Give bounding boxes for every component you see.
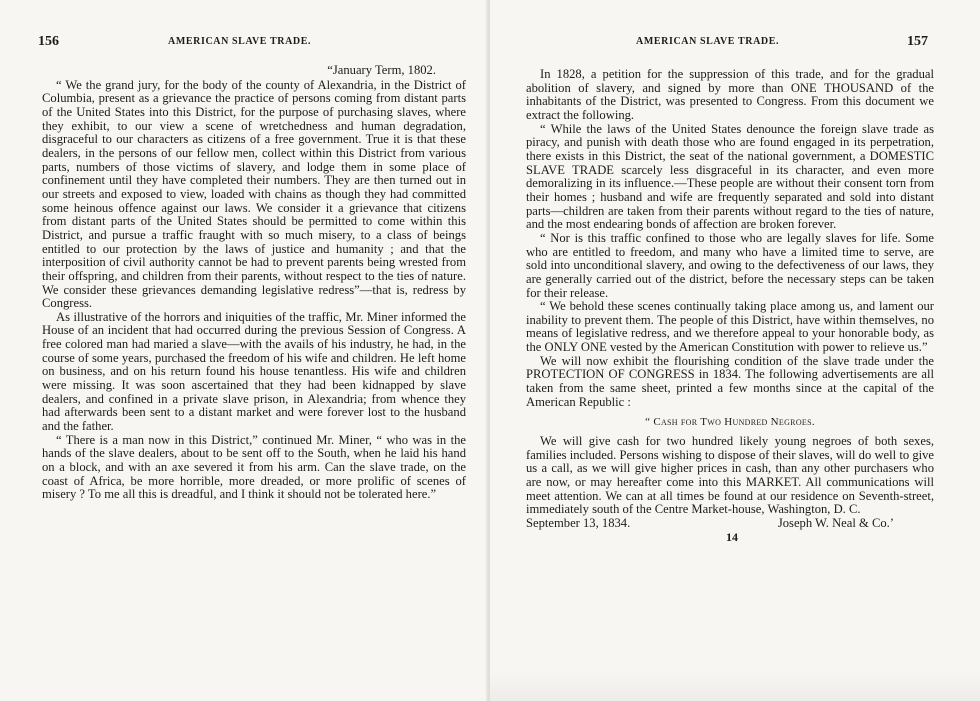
ad-signoff [526, 517, 934, 547]
dateline: “January Term, 1802. [327, 63, 436, 77]
left-text-column [42, 64, 466, 502]
ad-heading: “ Cash for Two Hundred Negroes. [645, 416, 815, 429]
left-page-number: 156 [38, 34, 59, 49]
right-page-header [490, 36, 980, 54]
ad-signature: Joseph W. Neal & Co.’ [777, 516, 894, 530]
miner-incident-paragraph: As illustrative of the horrors and iniquities of the traffic, Mr. Miner informed the House of an incident that had occurred during the previous Session of Congress. A free colored man had maried a slave—with the avails of his industry, he had, in the course of some years, purchased the freedom of his wife and children. He left home on business, and on his return found his house tenantless. His wife and children were missing. It was soon ascertained that they had been kidnapped by slave dealers, and confined in a private slave prison, in Alexandria; from whence they had afterwards been sent to a distant market and were forever lost to the husband and the father. [42, 309, 466, 434]
left-running-head: AMERICAN SLAVE TRADE. [168, 36, 312, 47]
petition-quote-1: “ While the laws of the United States denounce the foreign slave trade as piracy, and punish with death those who are found engaged in its perpetration, there exists in this District, the seat of the national government, a DOMESTIC SLAVE TRADE scarcely less disgraceful in its character, and even more demoralizing in its influence.—These people are without their consent torn from their homes ; husband and wife are frequently separated and sold into distant parts—children are taken from their parents without regard to the ties of nature, and the most endearing bonds of affection are broken forever. [526, 121, 934, 232]
left-page-header [0, 36, 490, 54]
right-text-column [526, 68, 934, 547]
ad-date: September 13, 1834. [526, 516, 631, 530]
ad-body: We will give cash for two hundred likely young negroes of both sexes, families included. Persons wishing to dispose of their slaves, will do well to give us a call, as we will give higher prices in cash, than any other purchasers who are now, or may hereafter come into this MARKET. All communications will meet attention. We can at all times be found at our residence on Seventh-street, immediately south of the Centre Market-house, Washington, D. C. [526, 434, 934, 517]
right-page-number: 157 [907, 34, 928, 49]
right-running-head: AMERICAN SLAVE TRADE. [636, 36, 780, 47]
page-shadow [490, 671, 980, 701]
miner-quote-paragraph: “ There is a man now in this District,” continued Mr. Miner, “ who was in the hands of the slave dealers, about to be sent off to the South, when he laid his hand on a block, and with an axe severed it from his arm. Can the slave trade, on the coast of Africa, be more horrible, more dreaded, or more prolific of scenes of misery ? To me all this is dreadful, and I think it should not be tolerated here.” [42, 432, 466, 502]
petition-quote-3: “ We behold these scenes continually taking place among us, and lament our inability to prevent them. The people of this District, have within themselves, no means of legislative redress, and we therefore appeal to your honorable body, as the ONLY ONE vested by the American Constitution with power to relieve us.” [526, 299, 934, 355]
signature-mark: 14 [726, 530, 738, 544]
right-page [490, 0, 980, 701]
advertisements-intro: We will now exhibit the flourishing condition of the slave trade under the PROTECTION OF CONGRESS in 1834. The following advertisements are all taken from the same sheet, printed a few months since at the capital of the American Republic : [526, 353, 934, 409]
petition-quote-2: “ Nor is this traffic confined to those who are legally slaves for life. Some who are entitled to freedom, and many who have a limited time to serve, are sold into unconditional slavery, and owing to the defectiveness of our laws, they are generally carried out of the district, before the necessary steps can be taken for their release. [526, 230, 934, 300]
petition-paragraph: In 1828, a petition for the suppression of this trade, and for the gradual abolition of slavery, and signed by more than ONE THOUSAND of the inhabitants of the District, was presented to Congress. From this document we extract the following. [526, 67, 934, 122]
grand-jury-presentment: “ We the grand jury, for the body of the county of Alexandria, in the District of Columbia, present as a grievance the practice of persons coming from distant parts of the United States into this District, for the purpose of purchasing slaves, where they exhibit, to our view a scene of wretchedness and human degradation, disgraceful to our characters as citizens of a free government. True it is that these dealers, in the persons of our fellow men, collect within this District from various parts, numbers of those victims of slavery, and lodge them in some place of confinement until they have completed their numbers. They are then turned out in our streets and exposed to view, loaded with chains as though they had committed some heinous offence against our laws. We consider it a grievance that citizens from distant parts of the United States should be permitted to come within this District, and pursue a traffic fraught with so much misery, to a class of beings entitled to our protection by the laws of justice and humanity ; and that the interposition of civil authority cannot be had to prevent parents being wrested from their offspring, and children from their parents, without respect to the ties of nature. We consider these grievances demanding legislative redress”—that is, redress by Congress. [42, 77, 466, 311]
